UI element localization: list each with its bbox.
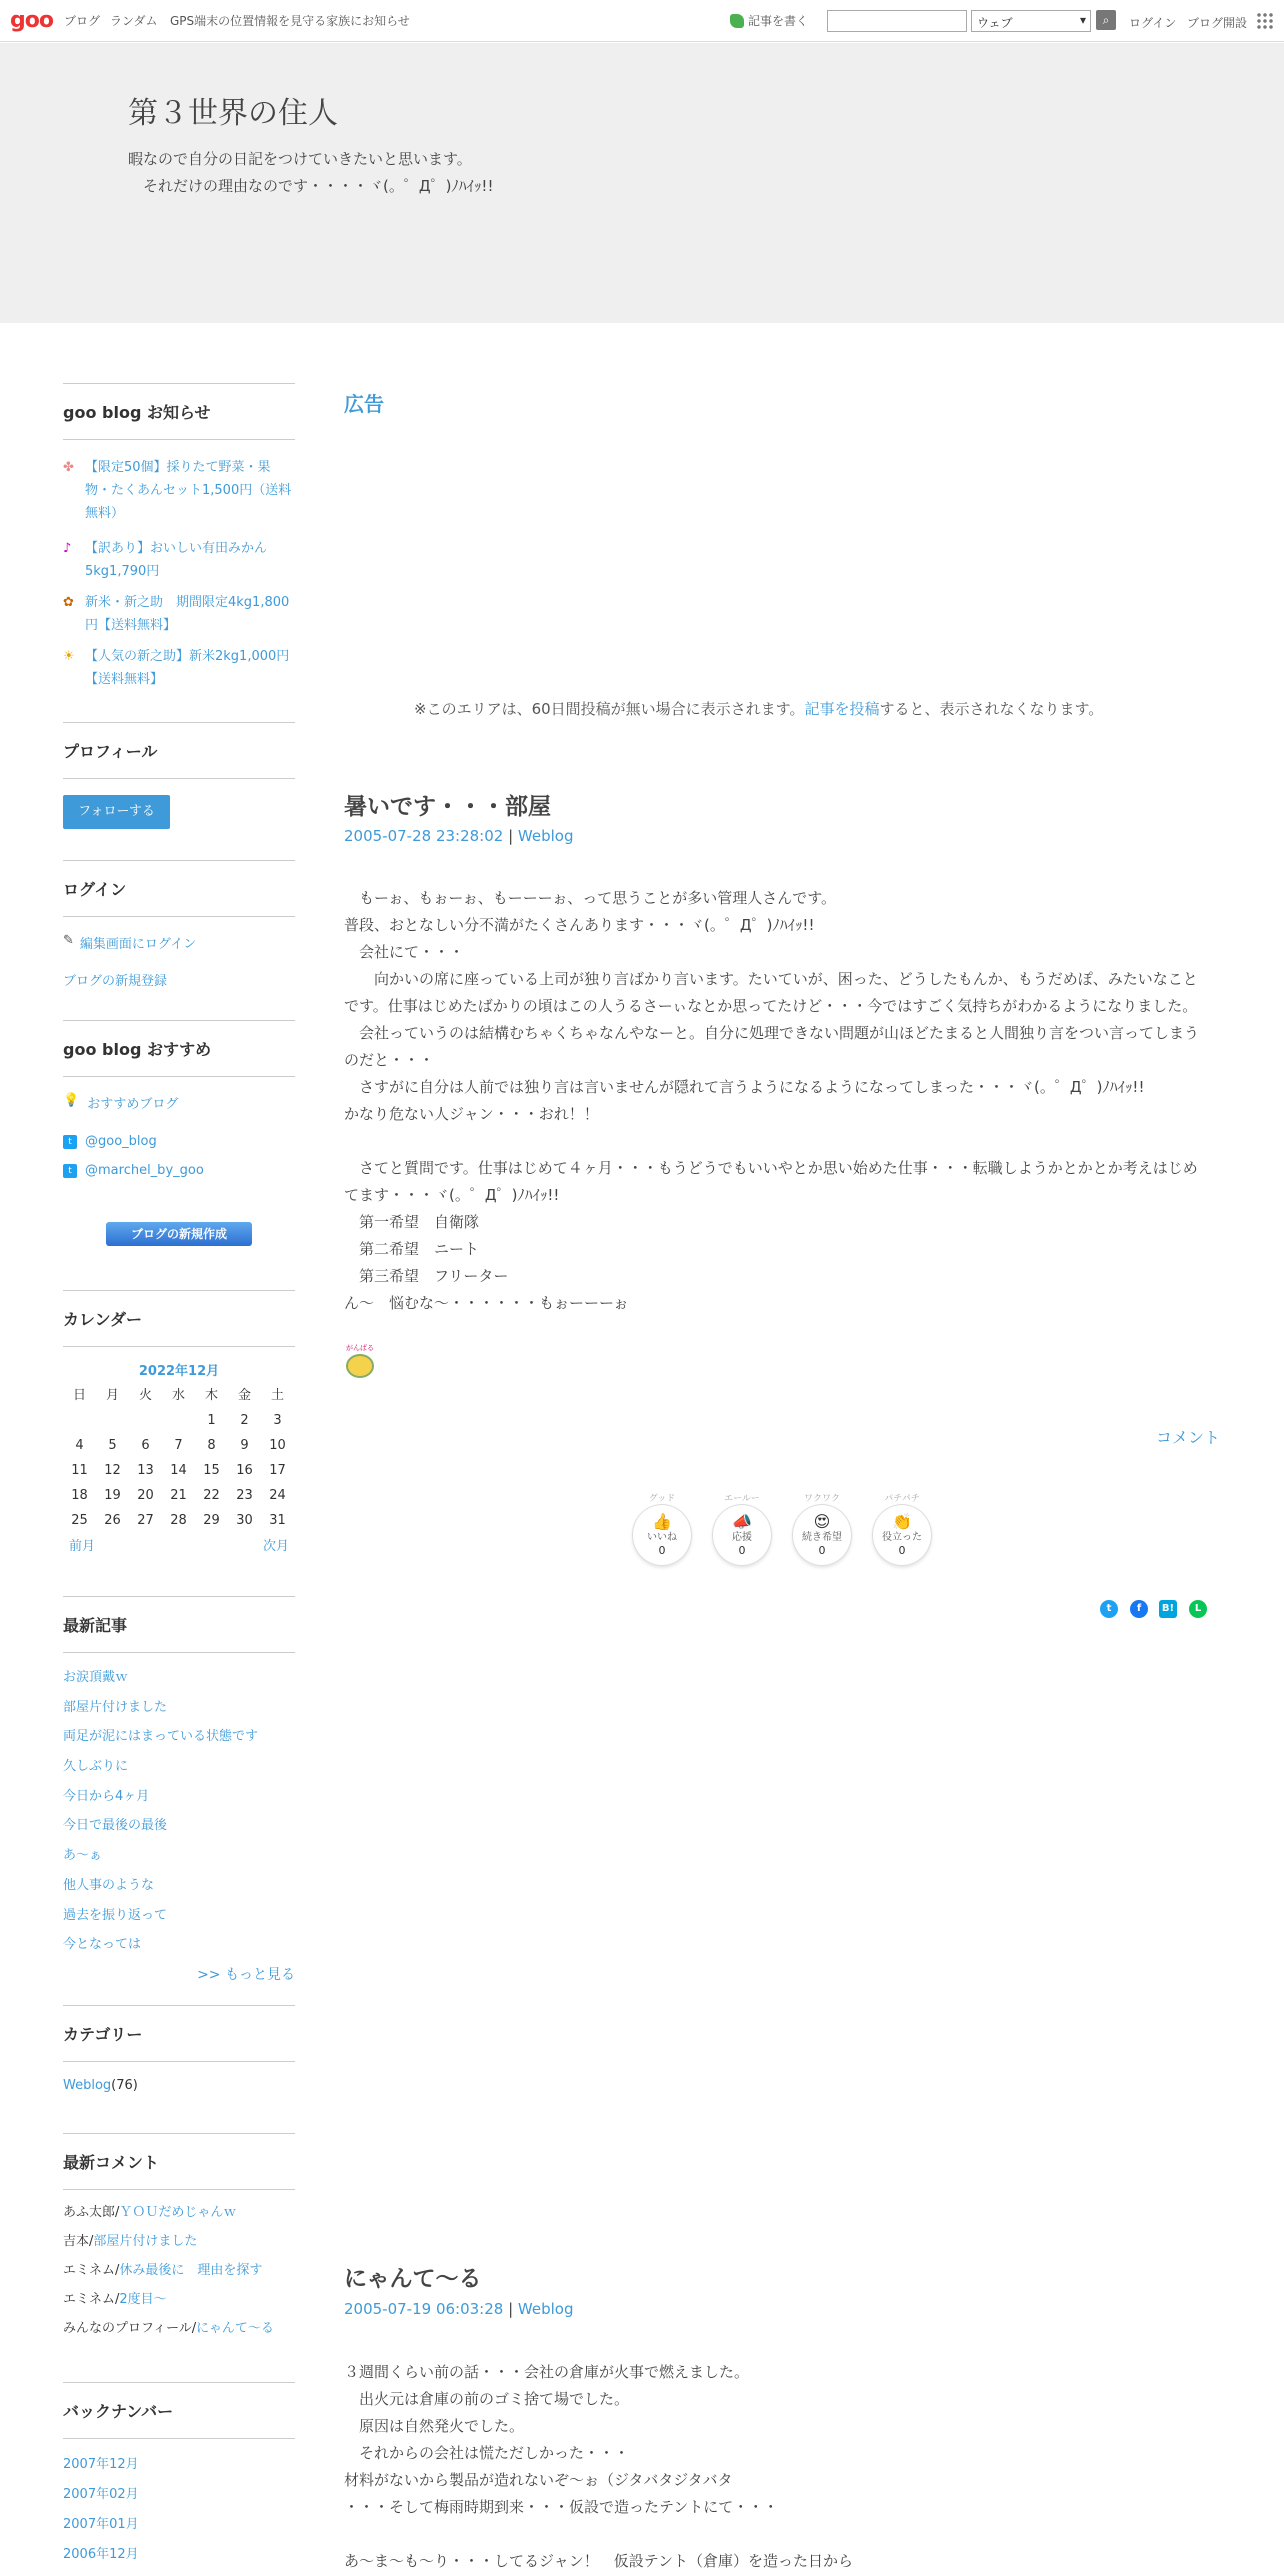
backnumber-list	[63, 2453, 295, 2568]
sidebar-category	[63, 2005, 295, 2093]
reaction-label: いいね	[647, 1532, 677, 1543]
post-line: ３週間くらい前の話・・・会社の倉庫が火事で燃えました。	[344, 2363, 750, 2381]
post-line: 原因は自然発火でした。	[344, 2417, 525, 2435]
calendar-day: 9	[240, 1438, 249, 1453]
post-meta	[344, 827, 573, 845]
calendar-day: 24	[269, 1488, 286, 1503]
search-input[interactable]	[827, 10, 967, 32]
line-share-icon[interactable]: L	[1189, 1600, 1207, 1618]
post-line: 第三希望 フリーター	[344, 1267, 509, 1285]
sun-icon: ☀	[63, 649, 75, 664]
comment-author: エミネム/	[63, 2292, 120, 2307]
weekday: 水	[171, 1388, 185, 1403]
write-article-label: 記事を書く	[748, 14, 809, 28]
calendar-day: 29	[203, 1513, 220, 1528]
nav-blog[interactable]: ブログ	[64, 14, 101, 28]
calendar-day: 21	[170, 1488, 187, 1503]
twitter-icon: t	[63, 1164, 77, 1178]
reaction-count: 0	[738, 1544, 746, 1557]
post-line: 第一希望 自衛隊	[344, 1213, 480, 1231]
news-item[interactable]	[63, 591, 295, 637]
news-heading: goo blog お知らせ	[63, 383, 295, 440]
calendar-day: 15	[203, 1463, 220, 1478]
register-blog-link[interactable]: ブログの新規登録	[63, 974, 168, 989]
comment-post-link[interactable]: 2度目～	[119, 2292, 167, 2307]
recommend-heading: goo blog おすすめ	[63, 1020, 295, 1077]
thumbs-up-icon: 👍	[652, 1512, 672, 1531]
facebook-share-icon[interactable]: f	[1130, 1600, 1148, 1618]
post-line	[344, 1128, 1210, 1155]
comment-list	[63, 2202, 295, 2340]
megaphone-icon: 📣	[732, 1512, 752, 1531]
weekday: 木	[204, 1388, 218, 1403]
reaction-label: 続き希望	[802, 1532, 842, 1543]
gift-icon: ✤	[63, 460, 74, 475]
nav-random[interactable]: ランダム	[110, 14, 158, 28]
calendar-day: 26	[104, 1513, 121, 1528]
post-line	[344, 2521, 1210, 2548]
heart-eyes-icon: 😍	[813, 1512, 831, 1531]
reaction-count: 0	[818, 1544, 826, 1557]
cheering-face-icon	[346, 1354, 374, 1378]
calendar-day: 6	[141, 1438, 150, 1453]
ad-note-text: ※このエリアは、60日間投稿が無い場合に表示されます。	[414, 700, 805, 718]
meta-separator: |	[503, 2300, 518, 2318]
calendar-day: 14	[170, 1463, 187, 1478]
ad-heading: 広告	[344, 392, 384, 416]
post-body	[344, 2359, 1210, 2568]
sidebar-profile	[63, 722, 295, 779]
news-item[interactable]	[63, 537, 295, 583]
marchel-twitter-link[interactable]: @marchel_by_goo	[85, 1163, 204, 1178]
reaction-label: 応援	[732, 1532, 752, 1543]
apps-grid-icon[interactable]	[1256, 12, 1274, 30]
ganbaru-emoji	[346, 1344, 378, 1380]
calendar-week	[63, 1433, 295, 1458]
follow-button[interactable]: フォローする	[63, 795, 170, 829]
recent-post-link[interactable]: 部屋片付けました	[63, 1699, 168, 1715]
calendar-day	[129, 1408, 162, 1433]
calendar-day: 8	[207, 1438, 216, 1453]
calendar-day: 5	[108, 1438, 117, 1453]
news-item-label[interactable]: 【訳あり】おいしい有田みかん5kg1,790円	[85, 541, 268, 579]
post-line: 会社っていうのは結構むちゃくちゃなんやなーと。自分に処理できない問題が山ほどたまると人間独り言をつい言ってしまうのだと・・・	[344, 1024, 1200, 1069]
calendar-day: 13	[137, 1463, 154, 1478]
backnumber-link[interactable]: 2007年01月	[63, 2517, 139, 2532]
profile-heading: プロフィール	[63, 722, 295, 779]
reaction-caption: グッド	[648, 1494, 676, 1504]
reaction-good-button[interactable]	[632, 1494, 692, 1566]
calendar-day: 10	[269, 1438, 286, 1453]
comment-item	[63, 2231, 295, 2253]
calendar-day: 31	[269, 1513, 286, 1528]
reaction-label: 役立った	[882, 1532, 922, 1543]
reaction-caption: パチパチ	[884, 1494, 920, 1504]
calendar-weekday-row	[63, 1383, 295, 1408]
clapping-hands-icon: 👏	[892, 1512, 912, 1531]
calendar-day: 16	[236, 1463, 253, 1478]
category-item[interactable]	[63, 2078, 295, 2093]
post-title[interactable]: にゃんて～る	[344, 2266, 482, 2292]
twitter-icon: t	[63, 1135, 77, 1149]
write-article-link[interactable]	[730, 12, 808, 29]
calendar-nav	[63, 1535, 295, 1554]
hatena-bookmark-icon[interactable]: B!	[1159, 1600, 1177, 1618]
twitter-share-icon[interactable]: t	[1100, 1600, 1118, 1618]
calendar-day: 3	[273, 1413, 282, 1428]
calendar-day: 30	[236, 1513, 253, 1528]
calendar-day: 17	[269, 1463, 286, 1478]
recommend-item[interactable]	[63, 1134, 295, 1149]
search-icon: ⌕	[1102, 13, 1110, 27]
category-heading: カテゴリー	[63, 2005, 295, 2062]
comment-link[interactable]: コメント	[1156, 1428, 1221, 1447]
post-line: あ～ま～も～り・・・してるジャン！ 仮設テント（倉庫）を造った日から	[344, 2552, 853, 2568]
goo-logo[interactable]: goo	[10, 8, 53, 33]
login-heading: ログイン	[63, 860, 295, 917]
post-line: もーぉ、もぉーぉ、もーーーぉ、って思うことが多い管理人さんです。	[344, 889, 837, 907]
post-line: 普段、おとなしい分不満がたくさんあります・・・ヾ(。゜Д゜)ﾉﾊｲｯ!!	[344, 916, 815, 934]
comment-author: 吉本/	[63, 2234, 94, 2249]
sidebar-comments	[63, 2133, 295, 2347]
recommend-blog-link[interactable]: おすすめブログ	[87, 1097, 179, 1112]
post-line: 向かいの席に座っている上司が独り言ばかり言います。たいていが、困った、どうしたもんか、もうだめぽ、みたいなことです。仕事はじめたばかりの頃はこの人うるさーぃなとか思ってたけど・・・今ではすごく気持ちがわかるようになりました。	[344, 970, 1198, 1015]
post-category-link[interactable]: Weblog	[517, 827, 574, 845]
sidebar-backnumber	[63, 2382, 295, 2568]
post-date: 2005-07-19 06:03:28	[344, 2300, 504, 2318]
post-line: 第二希望 ニート	[344, 1240, 480, 1258]
weekday: 金	[237, 1388, 251, 1403]
recent-post-link[interactable]: 今日から4ヶ月	[63, 1788, 150, 1804]
recommend-item[interactable]	[63, 1093, 295, 1112]
blog-header	[0, 43, 1284, 323]
calendar-day: 12	[104, 1463, 121, 1478]
sidebar-recommend	[63, 1020, 295, 1178]
recent-list	[63, 1667, 295, 1986]
news-item[interactable]	[63, 456, 295, 525]
weekday: 月	[105, 1388, 119, 1403]
light-bulb-icon: 💡	[63, 1093, 80, 1108]
calendar-day: 25	[71, 1513, 88, 1528]
post-line: 会社にて・・・	[344, 943, 465, 961]
calendar-week	[63, 1458, 295, 1483]
calendar-next-link[interactable]: 次月	[262, 1539, 289, 1554]
calendar-week	[63, 1483, 295, 1508]
news-item-label[interactable]: 【人気の新之助】新米2kg1,000円【送料無料】	[85, 649, 290, 687]
post-date: 2005-07-28 23:28:02	[344, 827, 504, 845]
calendar-day: 11	[71, 1463, 88, 1478]
post-line: それからの会社は慌ただしかった・・・	[344, 2444, 630, 2462]
calendar-day: 23	[236, 1488, 253, 1503]
nav-gps-notice[interactable]: GPS端末の位置情報を見守る家族にお知らせ	[170, 14, 410, 28]
backnumber-link[interactable]: 2007年12月	[63, 2457, 139, 2472]
news-item-label[interactable]: 【限定50個】採りたて野菜・果物・たくあんセット1,500円（送料無料）	[85, 460, 292, 521]
recent-post-link[interactable]: 今日で最後の最後	[63, 1818, 168, 1834]
calendar-table	[63, 1361, 295, 1554]
pen-icon: ✎	[63, 933, 74, 948]
calendar-day: 7	[174, 1438, 183, 1453]
recommend-item[interactable]	[63, 1163, 295, 1178]
search-button[interactable]	[1096, 10, 1116, 30]
sidebar-news	[63, 383, 295, 691]
calendar-day: 4	[75, 1438, 84, 1453]
weekday: 火	[138, 1388, 152, 1403]
search-scope-value: ウェブ	[977, 16, 1013, 30]
post-line: 材料がないから製品が造れないぞ～ぉ（ジタバタジタバタ	[344, 2471, 733, 2489]
category-link[interactable]: Weblog	[63, 2078, 112, 2093]
post-body	[344, 885, 1210, 1317]
calendar-day: 19	[104, 1488, 121, 1503]
comment-author: エミネム/	[63, 2263, 120, 2278]
weekday: 日	[72, 1388, 86, 1403]
reaction-count: 0	[658, 1544, 666, 1557]
calendar-day: 1	[207, 1413, 216, 1428]
recent-heading: 最新記事	[63, 1596, 295, 1653]
create-blog-button[interactable]: ブログの新規作成	[106, 1222, 252, 1246]
recent-post-link[interactable]: 過去を振り返って	[63, 1907, 168, 1923]
weekday: 土	[270, 1388, 284, 1403]
calendar-day: 18	[71, 1488, 88, 1503]
backnumber-link[interactable]: 2006年12月	[63, 2547, 139, 2562]
meta-separator: |	[503, 827, 518, 845]
music-note-icon: ♪	[63, 541, 72, 556]
reaction-caption: ワクワク	[803, 1494, 840, 1504]
calendar-heading: カレンダー	[63, 1290, 295, 1347]
sidebar-calendar	[63, 1290, 295, 1554]
reaction-continue-button[interactable]	[792, 1494, 852, 1566]
comment-post-link[interactable]: ＹＯＵだめじゃんｗ	[119, 2205, 237, 2220]
recent-post-link[interactable]: 両足が泥にはまっている状態です	[63, 1729, 259, 1745]
post-meta	[344, 2300, 573, 2318]
calendar-day	[162, 1408, 195, 1433]
recent-post-link[interactable]: 他人事のような	[63, 1877, 155, 1893]
search-scope-select[interactable]	[971, 10, 1091, 32]
post-title[interactable]: 暑いです・・・部屋	[344, 794, 551, 820]
edit-login-row[interactable]	[63, 933, 295, 952]
calendar-day: 20	[137, 1488, 154, 1503]
backnumber-link[interactable]: 2007年02月	[63, 2487, 139, 2502]
comment-post-link[interactable]: にゃんて～る	[196, 2321, 274, 2336]
reaction-caption: エールー	[724, 1494, 760, 1504]
blog-title[interactable]: 第３世界の住人	[128, 96, 338, 131]
sidebar-login	[63, 860, 295, 989]
post-category-link[interactable]: Weblog	[517, 2300, 574, 2318]
post-line: さすがに自分は人前では独り言は言いませんが隠れて言うようになるようになってしまった・・・ヾ(。゜Д゜)ﾉﾊｲｯ!!	[344, 1078, 1145, 1096]
category-count: (76)	[111, 2078, 138, 2093]
login-link[interactable]: ログイン	[1129, 16, 1177, 30]
comment-item	[63, 2260, 295, 2282]
calendar-day: 28	[170, 1513, 187, 1528]
backnumber-heading: バックナンバー	[63, 2382, 295, 2439]
ad-note-text: すると、表示されなくなります。	[879, 700, 1104, 718]
reaction-count: 0	[898, 1544, 906, 1557]
calendar-month: 2022年12月	[138, 1364, 220, 1379]
post-line: 出火元は倉庫の前のゴミ捨て場でした。	[344, 2390, 630, 2408]
calendar-day	[96, 1408, 129, 1433]
recent-post-link[interactable]: 今となっては	[63, 1937, 142, 1953]
calendar-day	[63, 1408, 96, 1433]
edit-login-link[interactable]: 編集画面にログイン	[79, 937, 197, 952]
post-line: かなり危ない人ジャン・・・おれ！！	[344, 1105, 599, 1123]
recent-post-link[interactable]: あ～ぁ	[63, 1848, 103, 1864]
more-posts-link[interactable]: >> もっと見る	[197, 1966, 295, 1983]
calendar-day: 27	[137, 1513, 154, 1528]
ad-note	[414, 698, 1103, 719]
calendar-week	[63, 1508, 295, 1533]
news-item-label[interactable]: 新米・新之助 期間限定4kg1,800円【送料無料】	[85, 595, 290, 633]
calendar-day: 22	[203, 1488, 220, 1503]
calendar-day: 2	[240, 1413, 249, 1428]
post-article-link[interactable]: 記事を投稿	[804, 700, 880, 718]
news-item[interactable]	[63, 645, 295, 691]
calendar-prev-link[interactable]: 前月	[69, 1539, 96, 1554]
recent-post-link[interactable]: 久しぶりに	[63, 1759, 129, 1775]
top-bar	[0, 0, 1284, 42]
comment-author: あふ太郎/	[63, 2205, 120, 2220]
blog-description: 暇なので自分の日記をつけていきたいと思います。 それだけの理由なのです・・・・ヾ(。゜Д゜)ﾉﾊｲｯ!!	[128, 150, 494, 195]
reaction-helpful-button[interactable]	[872, 1494, 932, 1566]
comment-post-link[interactable]: 部屋片付けました	[93, 2234, 198, 2249]
reaction-cheer-button[interactable]	[712, 1494, 772, 1566]
dog-face-icon: ✿	[63, 595, 74, 610]
post-line: ・・・そして梅雨時期到来・・・仮設で造ったテントにて・・・	[344, 2498, 779, 2516]
comment-author: みんなのプロフィール/	[63, 2321, 197, 2336]
emoji-caption: がんばる	[346, 1344, 374, 1352]
calendar-week	[63, 1408, 295, 1433]
post-line: さてと質問です。仕事はじめて４ヶ月・・・もうどうでもいいやとか思い始めた仕事・・・転職しようかとかとか考えはじめてます・・・ヾ(。゜Д゜)ﾉﾊｲｯ!!	[344, 1159, 1198, 1204]
comment-item	[63, 2289, 295, 2311]
comment-item	[63, 2202, 295, 2224]
comments-heading: 最新コメント	[63, 2133, 295, 2190]
open-blog-link[interactable]: ブログ開設	[1187, 16, 1248, 30]
post-line: ん～ 悩むな～・・・・・・もぉーーーぉ	[344, 1294, 629, 1312]
recent-post-link[interactable]: お涙頂戴ｗ	[63, 1670, 129, 1685]
goo-blog-twitter-link[interactable]: @goo_blog	[85, 1134, 157, 1149]
comment-post-link[interactable]: 休み最後に 理由を探す	[119, 2263, 263, 2278]
pencil-icon	[730, 14, 744, 28]
sidebar-recent	[63, 1596, 295, 1986]
comment-item	[63, 2318, 295, 2340]
